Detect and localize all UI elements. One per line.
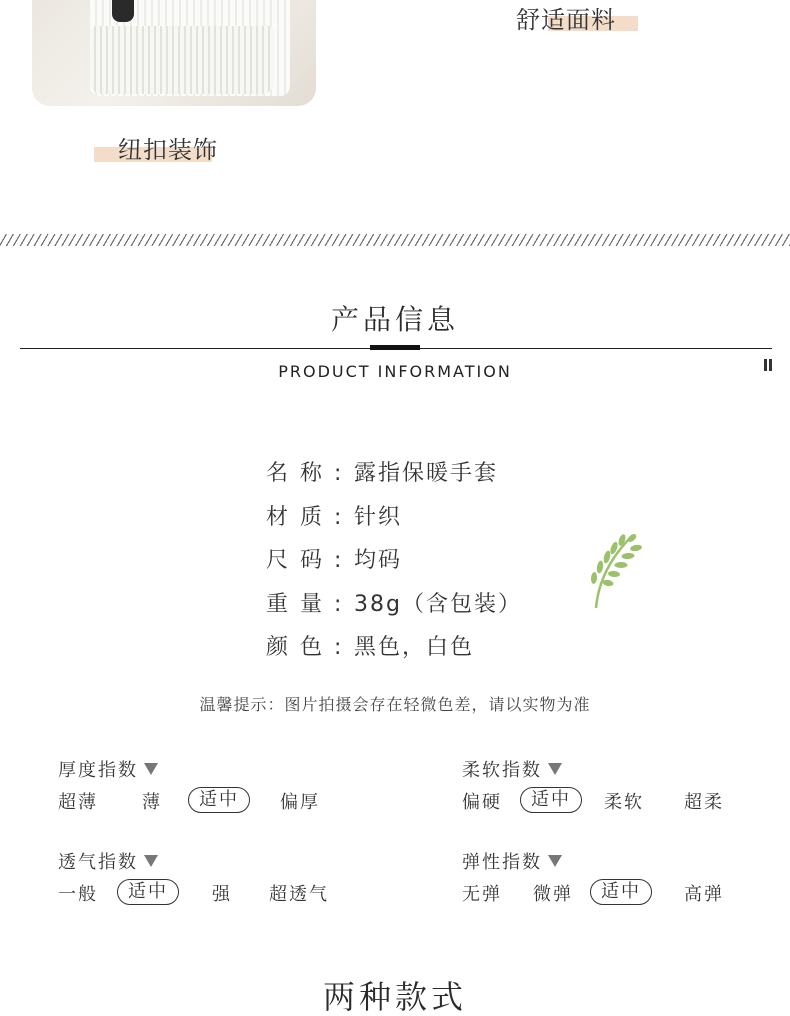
spec-row xyxy=(266,630,586,674)
spec-label: 尺码: xyxy=(266,548,354,573)
index-breathability xyxy=(58,848,388,910)
spec-value: 针织 xyxy=(354,504,403,530)
spec-row xyxy=(266,543,586,587)
triangle-down-icon xyxy=(144,855,158,867)
spec-list xyxy=(266,456,586,674)
header-rule-accent xyxy=(370,345,420,350)
index-option-selected: 适中 xyxy=(590,879,652,905)
index-option: 无弹 xyxy=(462,884,502,905)
index-options xyxy=(58,788,388,818)
index-option-selected: 适中 xyxy=(117,879,179,905)
triangle-down-icon xyxy=(548,855,562,867)
spec-label: 重量: xyxy=(266,591,354,617)
feature-label-button: 纽扣装饰 xyxy=(118,130,218,165)
index-option: 高弹 xyxy=(684,884,724,905)
spec-value: 黑色，白色 xyxy=(354,635,475,660)
spec-label: 材质: xyxy=(266,504,354,530)
index-option: 超透气 xyxy=(269,884,329,905)
spec-row xyxy=(266,587,586,631)
index-option: 超薄 xyxy=(58,792,98,813)
glove-knit-cuff xyxy=(90,26,274,94)
spec-value: 均码 xyxy=(354,548,403,573)
product-photo-cuff xyxy=(32,0,316,106)
index-options xyxy=(462,788,790,818)
spec-value: 露指保暖手套 xyxy=(354,461,499,486)
index-option: 微弹 xyxy=(533,884,573,905)
index-option-selected: 适中 xyxy=(188,787,250,813)
index-option: 薄 xyxy=(142,792,162,813)
triangle-down-icon xyxy=(548,763,562,775)
index-elasticity xyxy=(462,848,790,910)
index-thickness xyxy=(58,756,388,818)
index-option: 偏硬 xyxy=(462,792,502,813)
section-subtitle: PRODUCT INFORMATION xyxy=(278,362,512,381)
index-option: 超柔 xyxy=(684,792,724,813)
decorative-button xyxy=(112,0,134,22)
index-option: 一般 xyxy=(58,884,98,905)
section-title-product-info: 产品信息 xyxy=(330,303,459,336)
section-title-styles: 两种款式 xyxy=(322,978,467,1016)
spec-row xyxy=(266,456,586,500)
index-option-selected: 适中 xyxy=(520,787,582,813)
spec-value: 38g（含包装） xyxy=(354,591,522,617)
index-options xyxy=(58,880,388,910)
index-title: 厚度指数 xyxy=(58,756,388,788)
spec-row xyxy=(266,500,586,544)
triangle-down-icon xyxy=(144,763,158,775)
spec-label: 颜色: xyxy=(266,635,354,660)
index-title: 弹性指数 xyxy=(462,848,790,880)
spec-label: 名称: xyxy=(266,461,354,486)
index-title: 透气指数 xyxy=(58,848,388,880)
index-softness xyxy=(462,756,790,818)
index-option: 偏厚 xyxy=(280,792,320,813)
leaf-icon xyxy=(578,530,644,610)
index-title: 柔软指数 xyxy=(462,756,790,788)
feature-label-fabric: 舒适面料 xyxy=(516,0,616,35)
index-option: 柔软 xyxy=(604,792,644,813)
notice-text: 温馨提示：图片拍摄会存在轻微色差，请以实物为准 xyxy=(199,695,591,714)
hatched-divider xyxy=(0,234,790,246)
index-option: 强 xyxy=(212,884,232,905)
index-options xyxy=(462,880,790,910)
